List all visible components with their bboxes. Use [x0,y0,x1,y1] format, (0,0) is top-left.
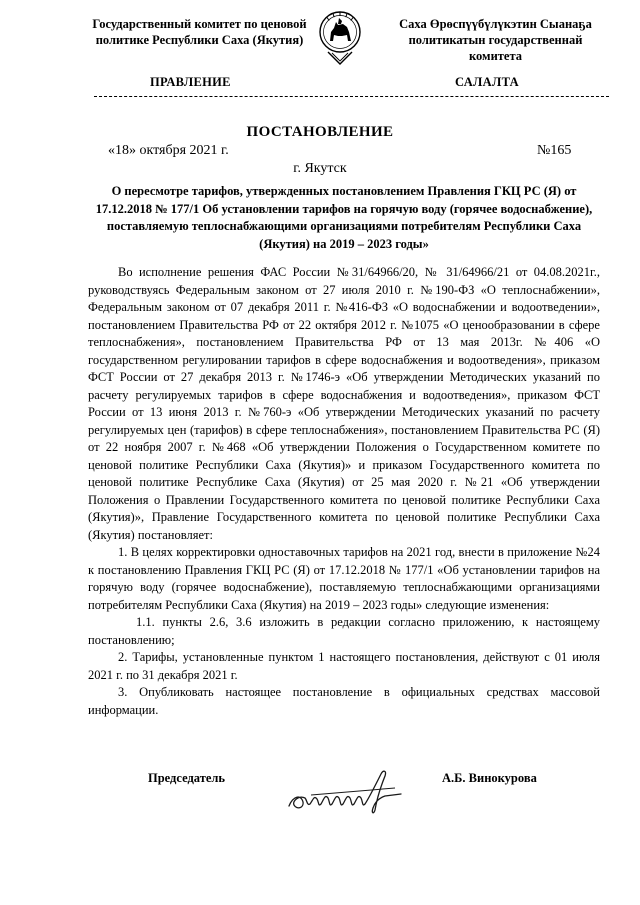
signatory-name: А.Б. Винокурова [442,771,537,785]
handwritten-signature-icon [283,762,413,818]
preamble-paragraph: Во исполнение решения ФАС России №31/64966/20, № 31/64966/21 от 04.08.2021г., руководствуясь Федеральным законом от 27 июля 2010 г. №190-ФЗ «О теплоснабжении», Федеральным законом от 07 декабря 2011 г. №416-ФЗ «О водоснабжении и водоотведении», постановлением Правительства РФ от 22 октября 2012 г. №1075 «О ценообразовании в сфере теплоснабжения», постановлением Правительства РФ от 13 мая 2013г. №406 «О государственном регулировании тарифов в сфере водоснабжения и водоотведения», приказом ФСТ России от 27 декабря 2013 г. №1746-э «Об утверждении Методических указаний по расчету регулируемых тарифов в сфере водоснабжения и водоотведения», приказом ФСТ России от 13 июня 2013 г. №760-э «Об утверждении Методических указаний по расчету регулируемых цен (тарифов) в сфере теплоснабжения», постановлением Правительства РС (Я) от 22 ноября 2007 г. №468 «Об утверждении Положения о Государственном комитете по ценовой политике Республики Саха (Якутия)» и приказом Государственного комитета по ценовой политике Республике Саха (Якутия) от 25 мая 2020 г. №21 «Об утверждении Положения о Правлении Государственного комитета по ценовой политике Республики Саха (Якутия)», Правление Государственного комитета по ценовой политике Республики Саха (Якутия) постановляет: [88,265,600,542]
document-number: №165 [537,143,572,158]
item-3-paragraph: 3. Опубликовать настоящее постановление в официальных средствах массовой информации. [88,685,600,717]
coat-of-arms-emblem-icon [316,8,364,70]
document-body [88,264,600,719]
item-1-1-paragraph: 1.1. пункты 2.6, 3.6 изложить в редакции согласно приложению, к настоящему постановлению; [88,615,600,647]
item-1-paragraph: 1. В целях корректировки одноставочных тарифов на 2021 год, внести в приложение №24 к постановлению Правления ГКЦ РС (Я) от 17.12.2018 № 177/1 «Об установлении тарифов на горячую воду (горячее водоснабжение), поставляемую теплоснабжающими организациями потребителям Республики Саха (Якутия) на 2019 – 2023 годы» следующие изменения: [88,545,600,612]
item-2-paragraph: 2. Тарифы, установленные пунктом 1 настоящего постановления, действуют с 01 июля 2021 г. по 31 декабря 2021 г. [88,650,600,682]
signatory-title: Председатель [148,771,226,785]
document-subject: О пересмотре тарифов, утвержденных постановлением Правления ГКЦ РС (Я) от 17.12.2018 № 177/1 Об установлении тарифов на горячую воду (горячее водоснабжение), поставляемую теплоснабжающими организациями потребителям Республики Саха (Якутия) на 2019 – 2023 годы» [95,184,593,251]
document-type-title: ПОСТАНОВЛЕНИЕ [246,124,394,140]
org-name-yakut: Саха Өрөспүүбүлүкэтин Сыанаҕа политикатын государственнай комитета [399,17,592,63]
document-date: «18» октября 2021 г. [108,143,229,158]
division-label-yakut: САЛАЛТА [455,75,519,89]
org-name-russian: Государственный комитет по ценовой политике Республики Саха (Якутия) [92,17,307,47]
document-city: г. Якутск [293,161,347,176]
header-divider [94,96,609,97]
division-label-russian: ПРАВЛЕНИЕ [150,75,231,89]
